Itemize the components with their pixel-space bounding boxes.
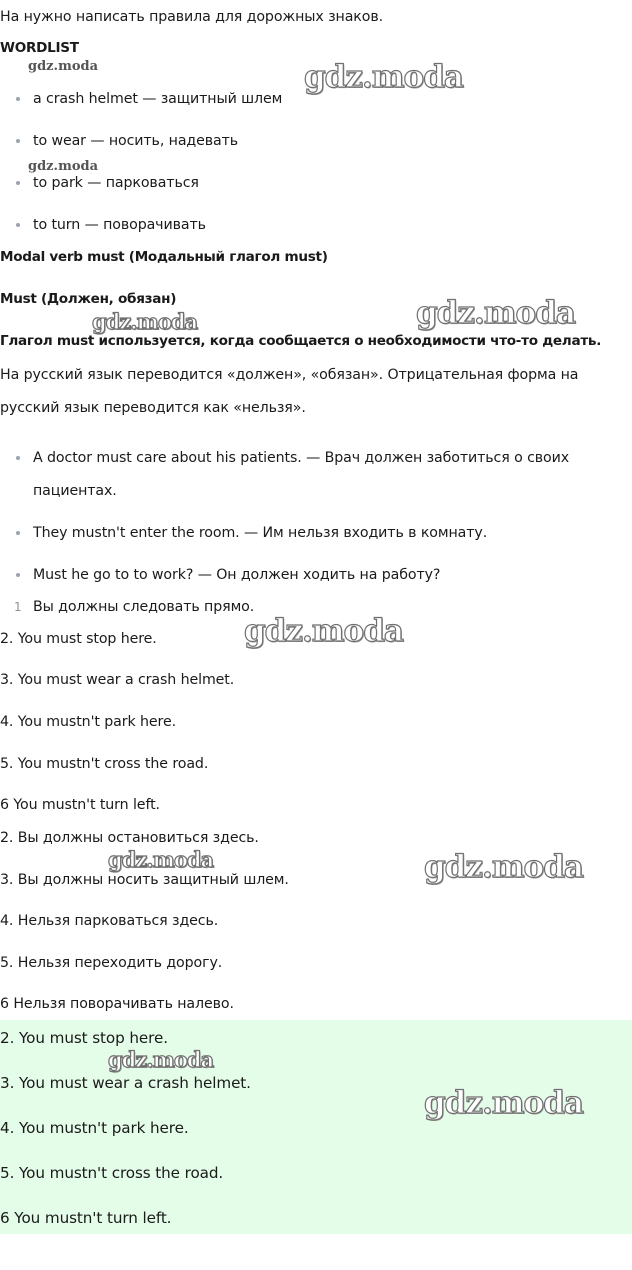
highlighted-answer-line: 2. You must stop here. xyxy=(0,1029,168,1047)
example-text: A doctor must care about his patients. — Врач должен заботиться о своих xyxy=(33,450,570,466)
answer-text: Вы должны следовать прямо. xyxy=(33,599,255,615)
answer-line: 3. You must wear a crash helmet. xyxy=(0,672,235,688)
bullet-dot-icon xyxy=(16,531,20,535)
answer-number: 1 xyxy=(14,600,22,614)
watermark: gdz.moda xyxy=(92,309,198,334)
translation-line: 2. Вы должны остановиться здесь. xyxy=(0,830,259,846)
highlighted-answer-line: 5. You mustn't cross the road. xyxy=(0,1164,224,1182)
answer-line: 6 You mustn't turn left. xyxy=(0,797,160,813)
intro-text: На нужно написать правила для дорожных знаков. xyxy=(0,9,384,25)
answer-line: 4. You mustn't park here. xyxy=(0,714,176,730)
answer-line: 5. You mustn't cross the road. xyxy=(0,756,209,772)
wordlist-item-text: a crash helmet — защитный шлем xyxy=(33,91,283,107)
example-text: пациентах. xyxy=(33,483,117,499)
grammar-title: Modal verb must (Модальный глагол must) xyxy=(0,249,328,265)
wordlist-item-text: to park — парковаться xyxy=(33,175,199,191)
grammar-rule: Глагол must используется, когда сообщается о необходимости что-то делать. xyxy=(0,333,602,349)
watermark: gdz.moda xyxy=(244,613,403,649)
translation-line: 3. Вы должны носить защитный шлем. xyxy=(0,872,289,888)
watermark: gdz.moda xyxy=(424,849,583,885)
watermark: gdz.moda xyxy=(108,847,214,872)
grammar-description: На русский язык переводится «должен», «обязан». Отрицательная форма на xyxy=(0,367,579,383)
translation-line: 4. Нельзя парковаться здесь. xyxy=(0,913,219,929)
example-text: Must he go to to work? — Он должен ходить на работу? xyxy=(33,567,441,583)
grammar-subtitle: Must (Должен, обязан) xyxy=(0,291,177,307)
highlighted-answer-line: 3. You must wear a crash helmet. xyxy=(0,1074,251,1092)
bullet-dot-icon xyxy=(16,139,20,143)
example-text: They mustn't enter the room. — Им нельзя входить в комнату. xyxy=(33,525,488,541)
bullet-dot-icon xyxy=(16,573,20,577)
bullet-dot-icon xyxy=(16,456,20,460)
grammar-description: русский язык переводится как «нельзя». xyxy=(0,400,306,416)
translation-line: 6 Нельзя поворачивать налево. xyxy=(0,996,234,1012)
translation-line: 5. Нельзя переходить дорогу. xyxy=(0,955,223,971)
watermark: gdz.moda xyxy=(28,159,99,174)
wordlist-item-text: to wear — носить, надевать xyxy=(33,133,239,149)
highlighted-answer-line: 6 You mustn't turn left. xyxy=(0,1209,172,1227)
highlighted-answer-line: 4. You mustn't park here. xyxy=(0,1119,189,1137)
watermark: gdz.moda xyxy=(424,1085,583,1121)
wordlist-title: WORDLIST xyxy=(0,40,79,56)
watermark: gdz.moda xyxy=(416,295,575,331)
wordlist-item-text: to turn — поворачивать xyxy=(33,217,206,233)
answer-line: 2. You must stop here. xyxy=(0,631,157,647)
watermark: gdz.moda xyxy=(304,59,463,95)
bullet-dot-icon xyxy=(16,223,20,227)
bullet-dot-icon xyxy=(16,97,20,101)
watermark: gdz.moda xyxy=(108,1047,214,1072)
watermark: gdz.moda xyxy=(28,59,99,74)
bullet-dot-icon xyxy=(16,181,20,185)
